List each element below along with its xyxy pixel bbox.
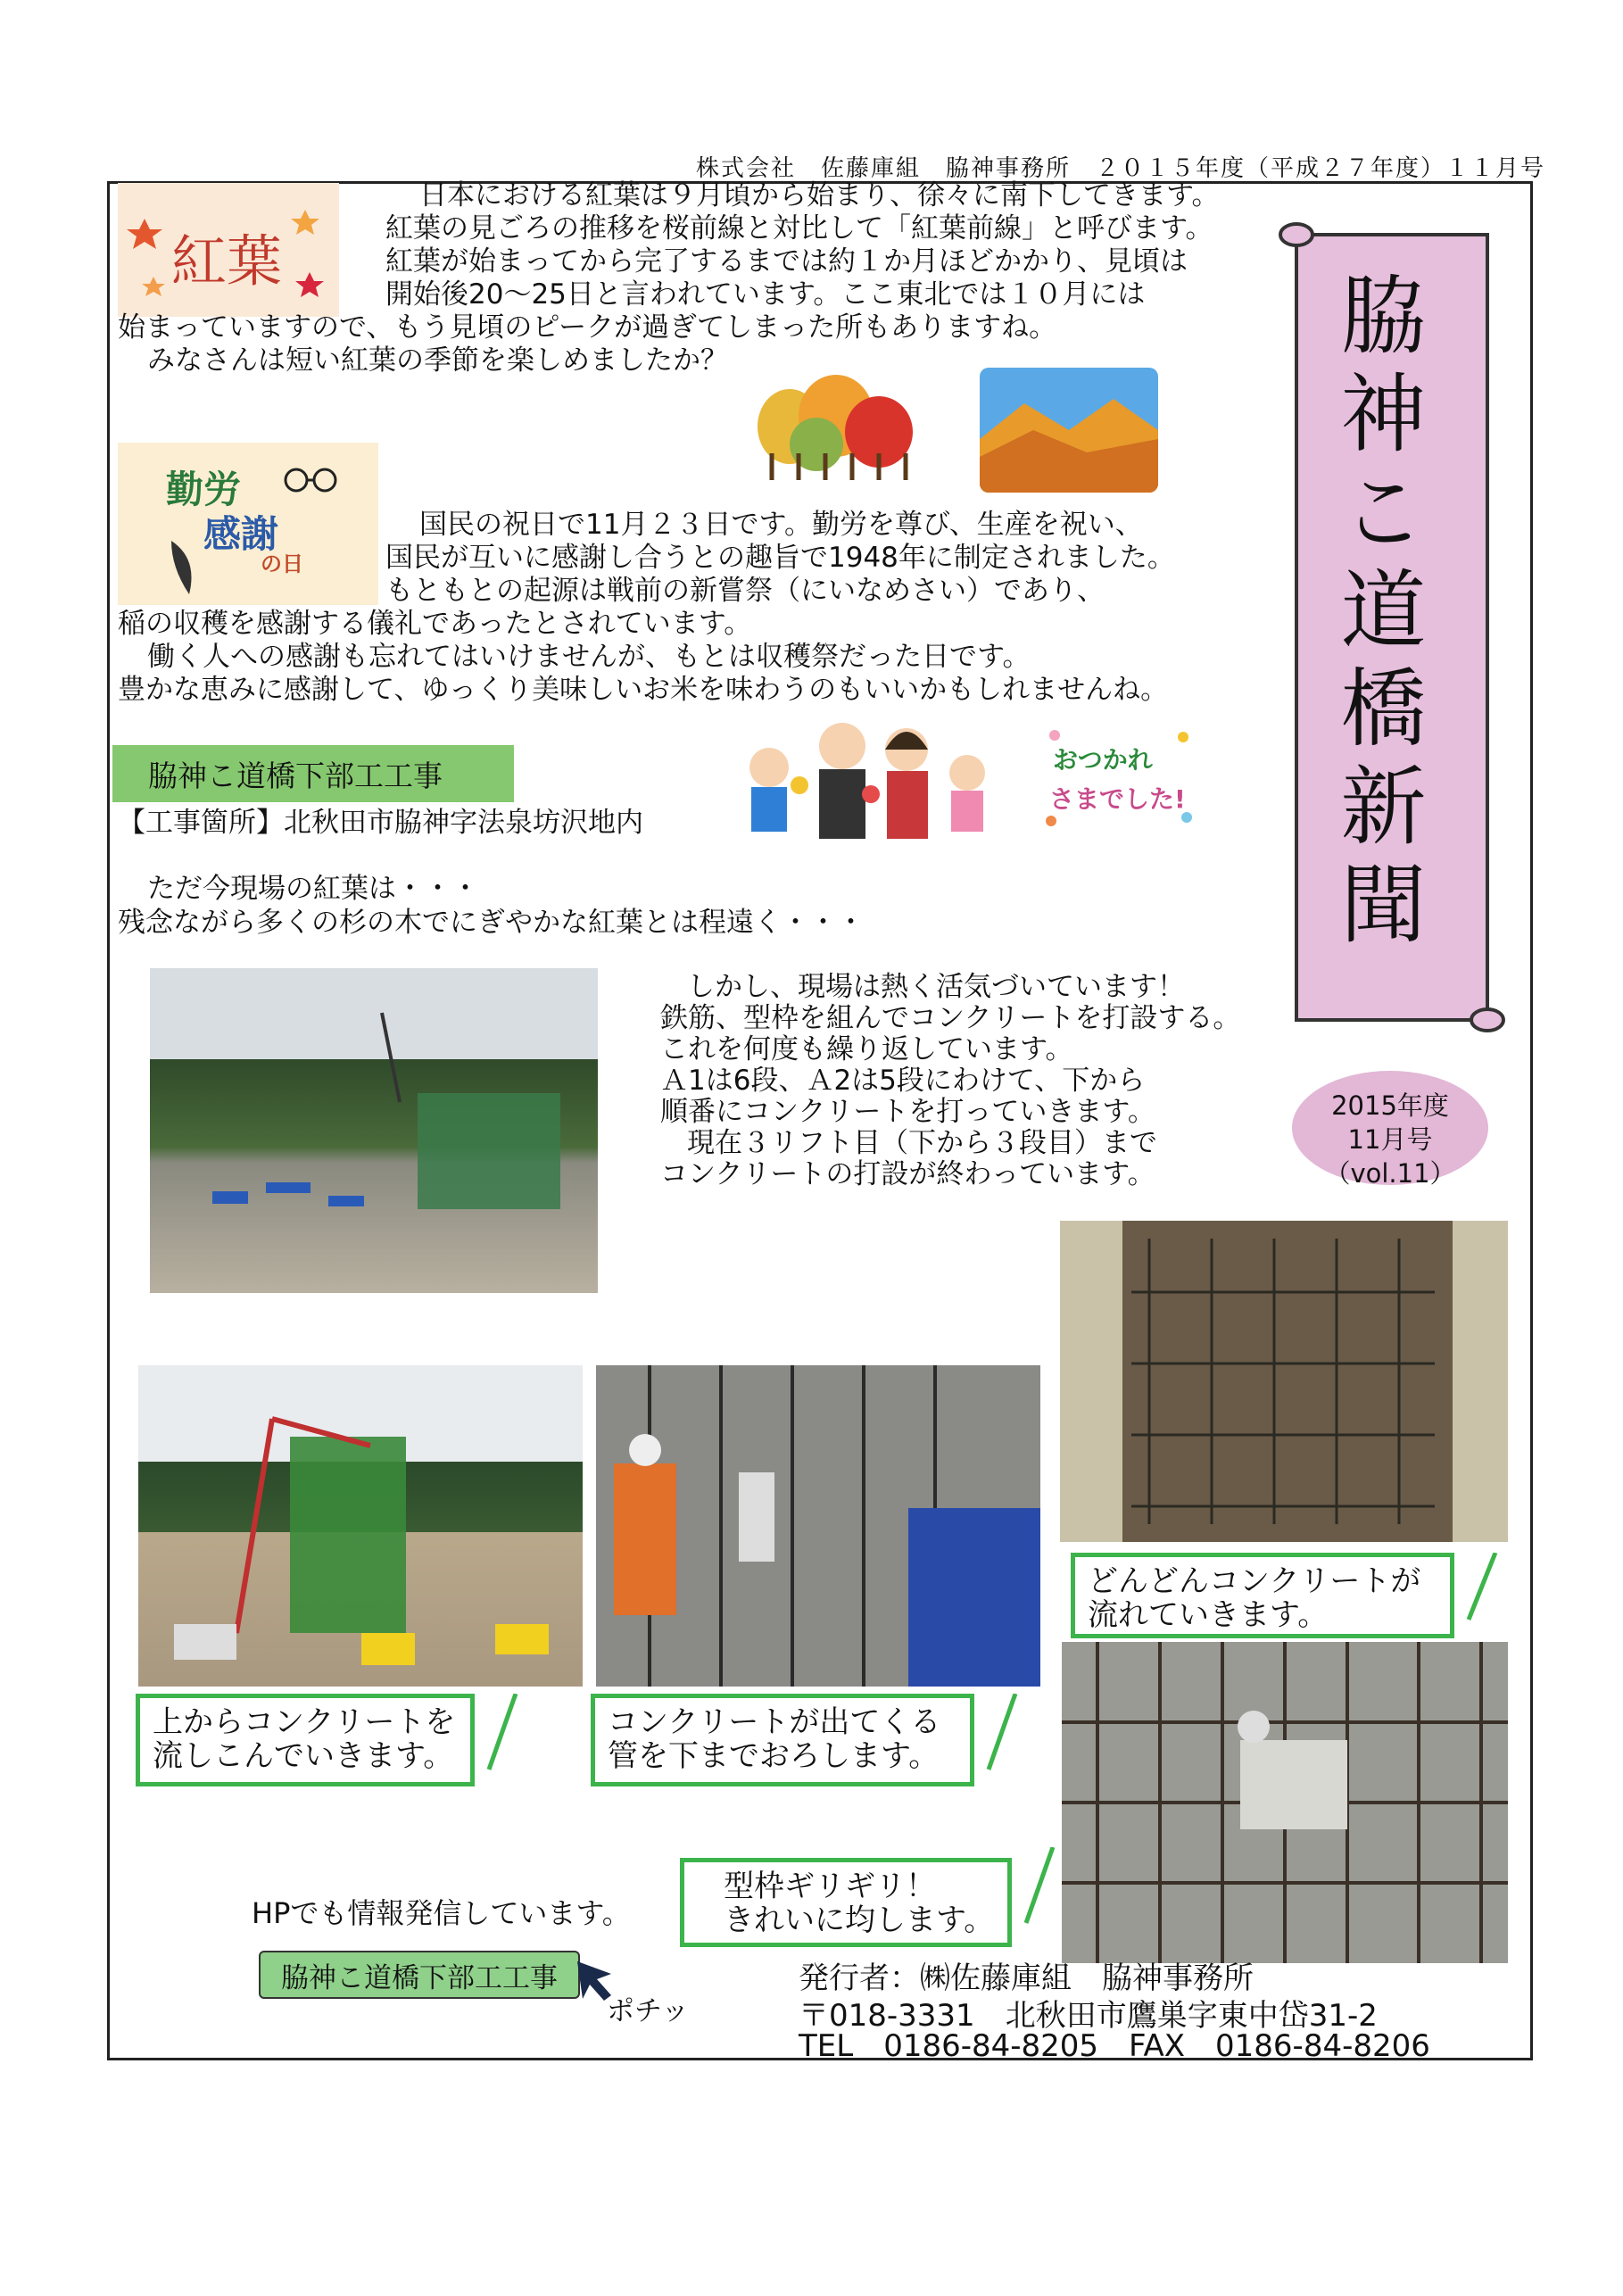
caption-pointer [980,1694,1024,1774]
caption-pointer [1017,1847,1062,1927]
labor-line: 稲の収穫を感謝する儀礼であったとされています。 [118,608,752,640]
labor-icon-label-1: 勤労 [166,468,242,511]
labor-thanksgiving-icon [118,443,378,605]
caption-pointer [480,1694,525,1774]
volume-year: 2015年度 [1331,1090,1449,1121]
caption-lowering-pipe [591,1694,974,1786]
construction-intro-1: ただ今現場の紅葉は・・・ [147,873,479,905]
labor-icon-label-2: 感謝 [203,512,279,556]
site-overview-photo [150,968,598,1293]
labor-line: もともとの起源は戦前の新嘗祭（にいなめさい）であり、 [385,575,1105,607]
newspaper-title: 脇神こ道橋新聞 [1327,270,1427,957]
homepage-link-button[interactable]: 脇神こ道橋下部工工事 [259,1951,580,1999]
caption-line: 上からコンクリートを [153,1704,456,1740]
caption-line: 流しこんでいきます。 [153,1738,454,1774]
volume-badge [1292,1071,1488,1189]
construction-line: コンクリートの打設が終わっています。 [660,1158,1155,1190]
construction-line: 鉄筋、型枠を組んでコンクリートを打設する。 [660,1002,1241,1034]
caption-line: 型枠ギリギリ！ [724,1869,936,1904]
labor-line: 働く人への感謝も忘れてはいけませんが、もとは収穫祭だった日です。 [147,641,1031,673]
labor-line: 豊かな恵みに感謝して、ゆっくり美味しいお米を味わうのもいいかもしれませんね。 [118,674,1169,706]
caption-line: コンクリートが出てくる [608,1704,941,1740]
footer-issuer: 発行者：㈱佐藤庫組 脇神事務所 [799,1960,1254,1996]
autumn-line: 日本における紅葉は９月頃から始まり、徐々に南下してきます。 [419,179,1220,211]
title-scroll [1271,219,1512,1035]
greeting-line-2: さまでした! [1049,784,1186,814]
pump-truck-photo [138,1365,583,1687]
construction-line: 現在３リフト目（下から３段目）まで [687,1127,1157,1159]
autumn-line: 始まっていますので、もう見頃のピークが過ぎてしまった所もありますね。 [118,311,1057,344]
caption-line: 流れていきます。 [1088,1597,1329,1633]
publisher-line: 株式会社 佐藤庫組 脇神事務所 ２０１５年度（平成２７年度）１１月号 [696,155,1546,182]
caption-leveling [680,1858,1012,1947]
autumn-line: 紅葉が始まってから完了するまでは約１か月ほどかかり、見頃は [385,245,1188,278]
construction-intro-2: 残念ながら多くの杉の木でにぎやかな紅葉とは程遠く・・・ [118,907,865,939]
hp-note: HPでも情報発信しています。 [252,1896,631,1930]
autumn-line: 開始後20～25日と言われています。ここ東北では１０月には [385,278,1146,311]
rebar-formwork-photo [1060,1221,1508,1542]
labor-line: 国民が互いに感謝し合うとの趣旨で1948年に制定されました。 [385,542,1175,574]
hp-click-text: ポチッ [607,1995,690,2027]
caption-pointer [1460,1553,1504,1624]
construction-line: これを何度も繰り返しています。 [660,1033,1073,1065]
greeting-line-1: おつかれ [1053,745,1153,775]
autumn-line: みなさんは短い紅葉の季節を楽しめましたか？ [147,344,728,377]
leveling-concrete-photo [1062,1642,1508,1963]
autumn-mountain-illustration [980,368,1158,493]
autumn-trees-illustration [754,373,923,484]
workers-lowering-pipe-photo [596,1365,1040,1687]
footer-phone: TEL 0186-84-8205 FAX 0186-84-8206 [799,2028,1430,2064]
construction-line: 順番にコンクリートを打っていきます。 [660,1096,1155,1128]
caption-concrete-flowing [1071,1553,1454,1638]
construction-line: Ａ1は6段、Ａ2は5段にわけて、下から [660,1065,1146,1097]
caption-pouring-concrete [136,1694,475,1786]
greeting-illustration [1044,725,1196,832]
footer-address: 〒018-3331 北秋田市鷹巣字東中岱31-2 [799,1998,1378,2034]
labor-line: 国民の祝日で11月２３日です。勤労を尊び、生産を祝い、 [419,509,1143,541]
autumn-line: 紅葉の見ごろの推移を桜前線と対比して「紅葉前線」と呼びます。 [385,212,1213,245]
caption-line: きれいに均します。 [724,1902,995,1938]
construction-line: しかし、現場は熱く活気づいています！ [687,971,1185,1003]
autumn-leaves-icon [118,183,339,317]
labor-icon-label-3: の日 [261,551,303,576]
caption-line: 管を下までおろします。 [608,1738,940,1774]
construction-tag: 脇神こ道橋下部工工事 [112,745,514,802]
autumn-icon-label: 紅葉 [171,228,283,294]
construction-location: 【工事箇所】北秋田市脇神字法泉坊沢地内 [118,807,643,839]
family-thanks-illustration [737,714,996,839]
volume-issue: 11月号（vol.11） [1324,1124,1456,1189]
caption-line: どんどんコンクリートが [1088,1563,1421,1599]
